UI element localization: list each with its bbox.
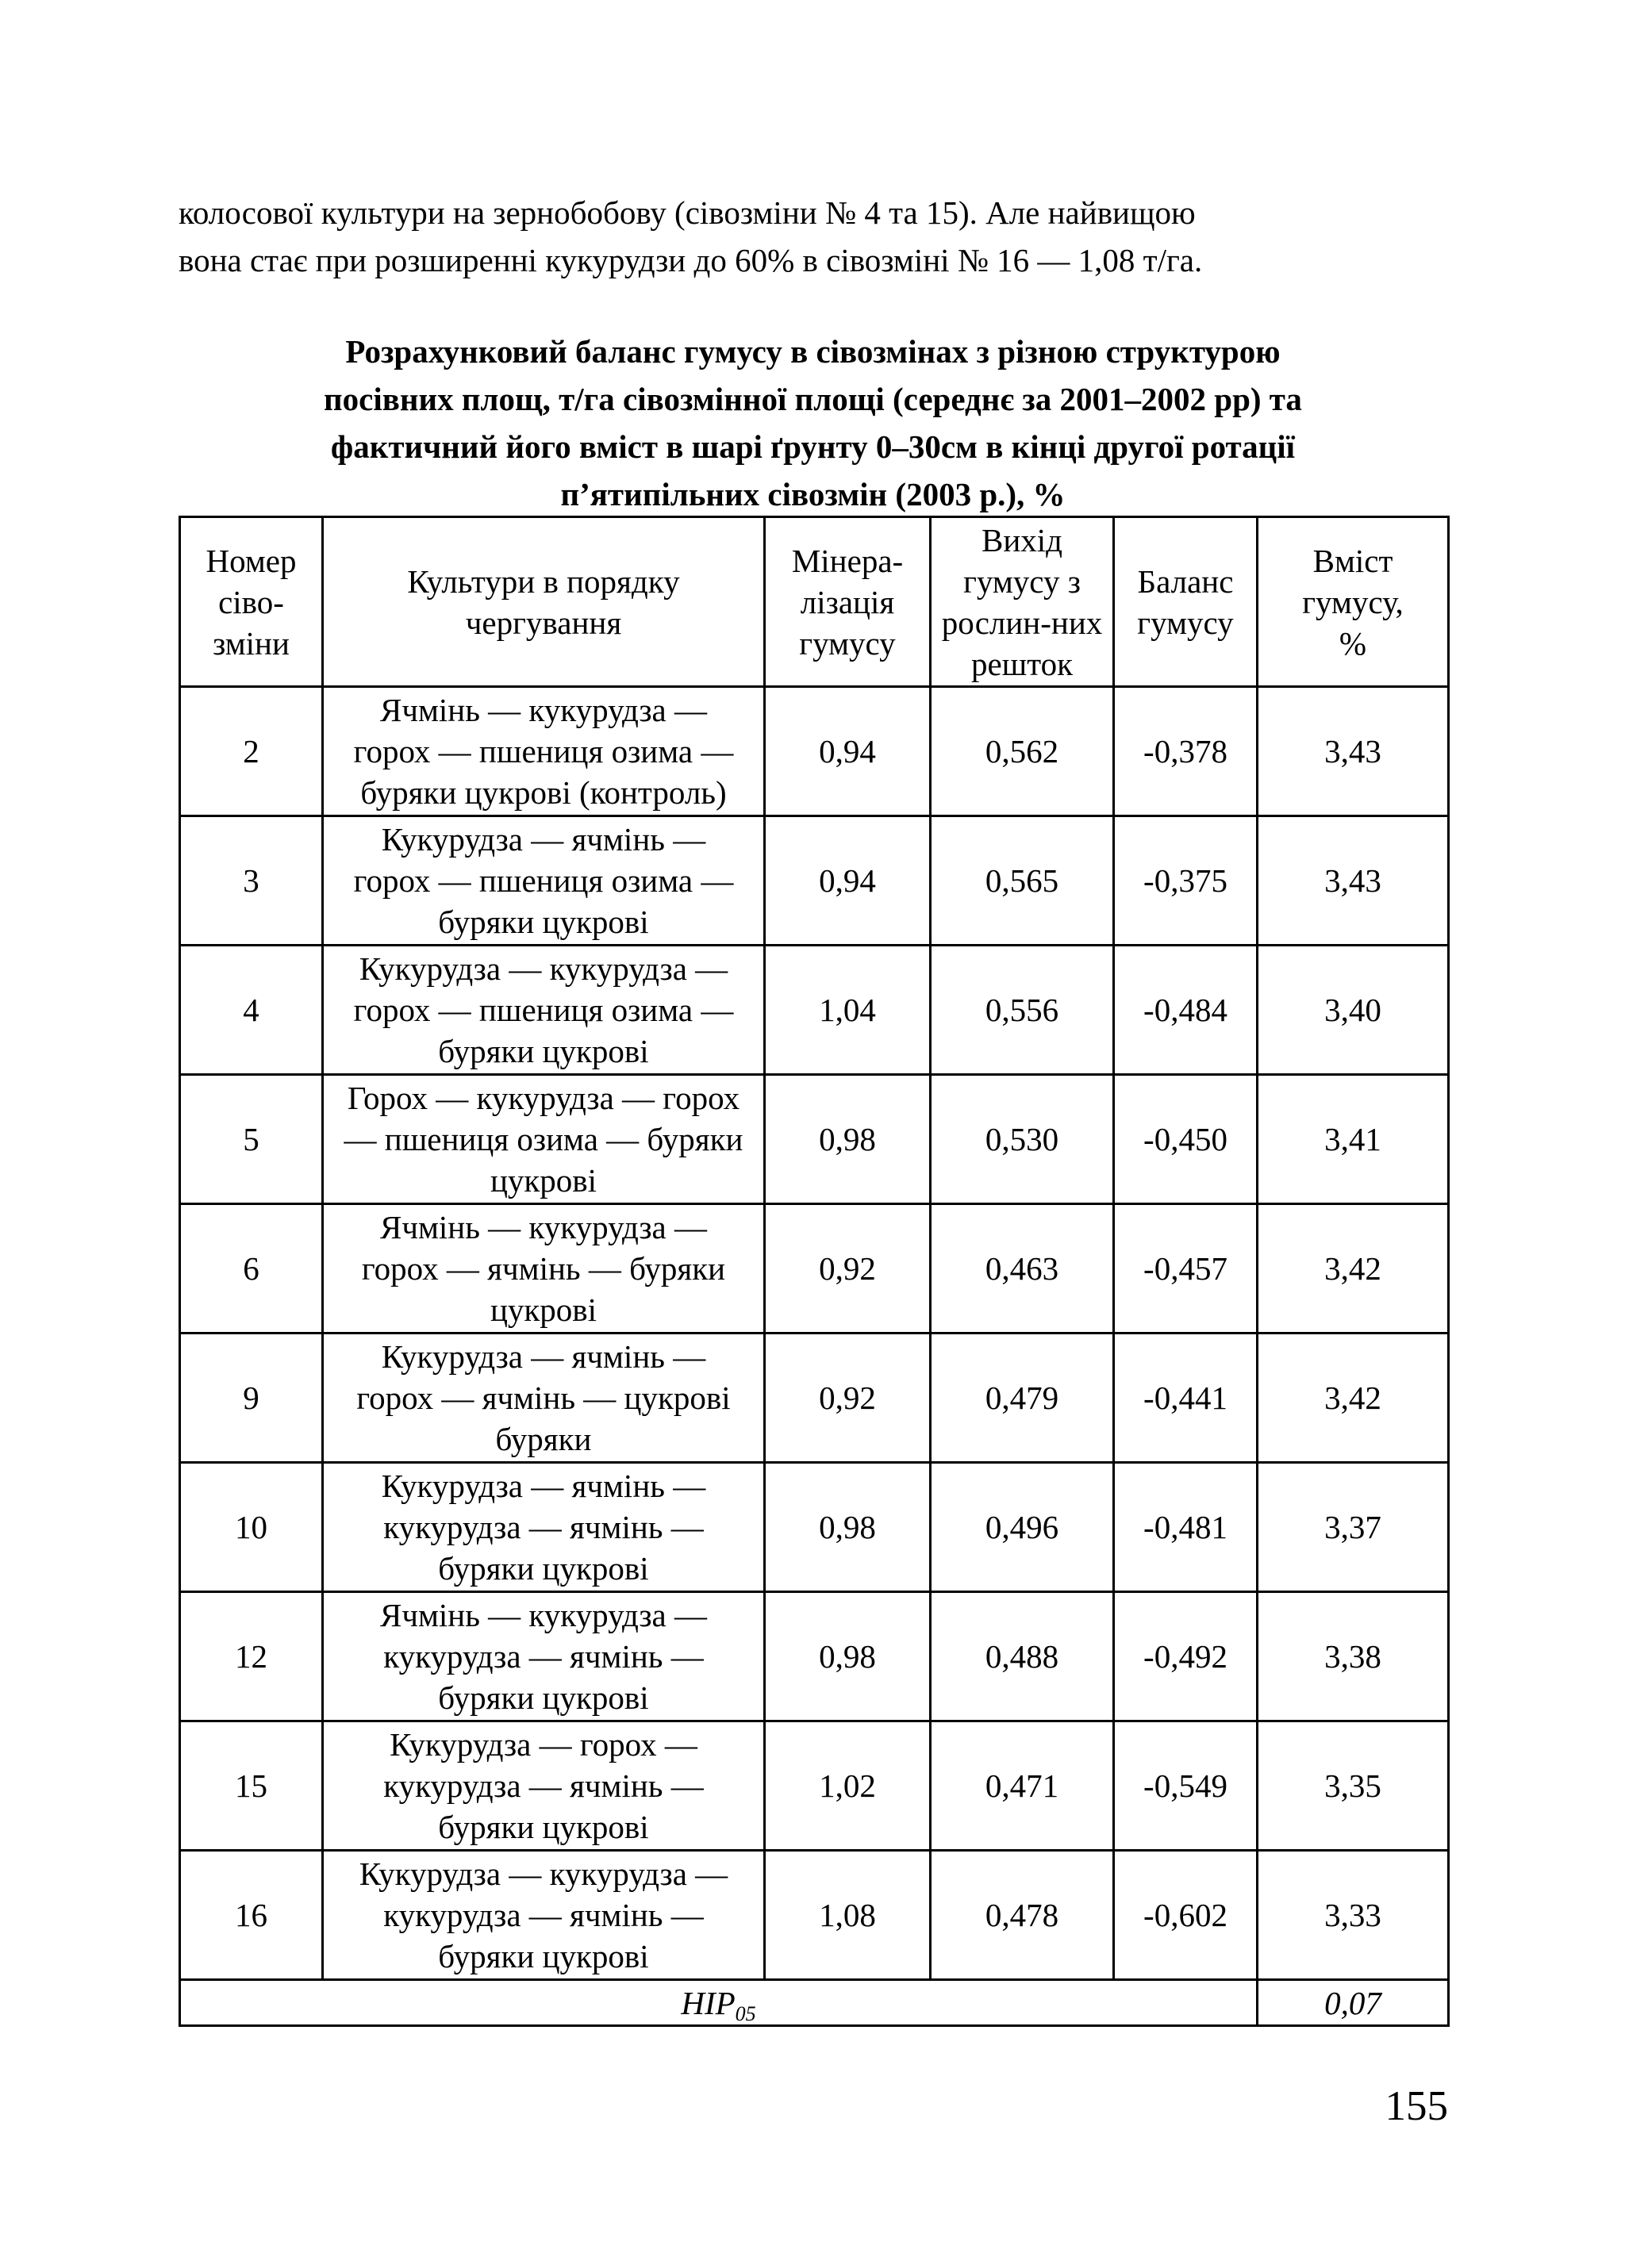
cell-balance: -0,375 <box>1114 816 1258 946</box>
crop-line: кукурудза — ячмінь — <box>383 1638 704 1675</box>
header-line: гумусу <box>799 624 896 662</box>
cell-number: 2 <box>180 687 323 816</box>
page-number: 155 <box>1385 2083 1448 2129</box>
table-row <box>180 1075 1449 1204</box>
cell-mineralization: 0,92 <box>765 1334 931 1463</box>
table-row <box>180 816 1449 946</box>
cell-balance: -0,602 <box>1114 1851 1258 1980</box>
crop-line: Ячмінь — кукурудза — <box>379 1209 707 1245</box>
crop-line: Горох — кукурудза — горох <box>347 1080 740 1116</box>
crop-line: буряки <box>495 1421 592 1457</box>
header-line: лізація <box>800 583 895 620</box>
humus-balance-table <box>179 516 1450 2027</box>
lsd-label-sub: 05 <box>735 2001 756 2025</box>
intro-line: колосової культури на зернобобову (сівозміни № 4 та 15). Але найвищою <box>179 194 1196 231</box>
table-row <box>180 1851 1449 1980</box>
cell-output: 0,530 <box>931 1075 1114 1204</box>
table-header-row <box>180 517 1449 687</box>
header-line: Мінера- <box>791 542 904 579</box>
header-line: сіво- <box>218 583 284 620</box>
cell-content: 3,43 <box>1258 816 1449 946</box>
cell-balance: -0,492 <box>1114 1592 1258 1721</box>
crop-line: цукрові <box>490 1291 597 1328</box>
cell-output: 0,488 <box>931 1592 1114 1721</box>
table-row <box>180 687 1449 816</box>
cell-output: 0,562 <box>931 687 1114 816</box>
table-row <box>180 1334 1449 1463</box>
crop-line: Кукурудза — кукурудза — <box>359 1855 728 1892</box>
header-output <box>931 517 1114 687</box>
table-row <box>180 1592 1449 1721</box>
crop-line: буряки цукрові <box>438 1938 649 1974</box>
crop-line: горох — пшениця озима — <box>353 733 734 769</box>
crop-line: горох — пшениця озима — <box>353 862 734 899</box>
intro-paragraph <box>179 189 1456 284</box>
caption-line: п’ятипільних сівозмін (2003 р.), % <box>560 476 1066 512</box>
header-line: % <box>1339 624 1367 662</box>
crop-line: кукурудза — ячмінь — <box>383 1897 704 1933</box>
intro-line: вона стає при розширенні кукурудзи до 60% в сівозміні № 16 — 1,08 т/га. <box>179 242 1203 278</box>
cell-mineralization: 1,08 <box>765 1851 931 1980</box>
table-row <box>180 1721 1449 1851</box>
cell-mineralization: 0,92 <box>765 1204 931 1334</box>
cell-crops <box>323 1463 765 1592</box>
cell-crops <box>323 687 765 816</box>
cell-balance: -0,481 <box>1114 1463 1258 1592</box>
header-line: гумусу <box>1137 604 1234 641</box>
lsd-value: 0,07 <box>1258 1980 1449 2026</box>
caption-line: Розрахунковий баланс гумусу в сівозмінах з різною структурою <box>345 333 1281 370</box>
table-body <box>180 687 1449 2026</box>
cell-content: 3,42 <box>1258 1334 1449 1463</box>
header-crops <box>323 517 765 687</box>
crop-line: Кукурудза — ячмінь — <box>381 821 706 858</box>
cell-mineralization: 0,98 <box>765 1463 931 1592</box>
cell-output: 0,479 <box>931 1334 1114 1463</box>
cell-content: 3,41 <box>1258 1075 1449 1204</box>
cell-number: 5 <box>180 1075 323 1204</box>
cell-output: 0,496 <box>931 1463 1114 1592</box>
cell-content: 3,33 <box>1258 1851 1449 1980</box>
cell-number: 16 <box>180 1851 323 1980</box>
cell-balance: -0,441 <box>1114 1334 1258 1463</box>
cell-number: 6 <box>180 1204 323 1334</box>
cell-content: 3,43 <box>1258 687 1449 816</box>
crop-line: буряки цукрові <box>438 1679 649 1716</box>
table-row <box>180 946 1449 1075</box>
header-line: рослин-них <box>941 604 1103 641</box>
cell-mineralization: 1,02 <box>765 1721 931 1851</box>
cell-output: 0,565 <box>931 816 1114 946</box>
cell-number: 3 <box>180 816 323 946</box>
header-line: чергування <box>465 604 622 641</box>
cell-balance: -0,457 <box>1114 1204 1258 1334</box>
header-content <box>1258 517 1449 687</box>
cell-balance: -0,450 <box>1114 1075 1258 1204</box>
crop-line: кукурудза — ячмінь — <box>383 1509 704 1545</box>
header-line: гумусу, <box>1302 583 1404 620</box>
cell-crops <box>323 946 765 1075</box>
cell-output: 0,478 <box>931 1851 1114 1980</box>
caption-line: фактичний його вміст в шарі ґрунту 0–30см в кінці другої ротації <box>330 428 1296 465</box>
cell-mineralization: 0,94 <box>765 816 931 946</box>
cell-number: 15 <box>180 1721 323 1851</box>
cell-mineralization: 1,04 <box>765 946 931 1075</box>
lsd-label-main: НІР <box>681 1984 736 2021</box>
table-row <box>180 1463 1449 1592</box>
cell-content: 3,37 <box>1258 1463 1449 1592</box>
crop-line: — пшениця озима — буряки <box>344 1121 743 1157</box>
cell-content: 3,42 <box>1258 1204 1449 1334</box>
crop-line: кукурудза — ячмінь — <box>383 1767 704 1804</box>
lsd-row <box>180 1980 1449 2026</box>
cell-content: 3,40 <box>1258 946 1449 1075</box>
cell-number: 10 <box>180 1463 323 1592</box>
cell-content: 3,35 <box>1258 1721 1449 1851</box>
crop-line: Кукурудза — ячмінь — <box>381 1338 706 1375</box>
header-balance <box>1114 517 1258 687</box>
cell-balance: -0,549 <box>1114 1721 1258 1851</box>
cell-mineralization: 0,94 <box>765 687 931 816</box>
cell-crops <box>323 816 765 946</box>
crop-line: Ячмінь — кукурудза — <box>379 692 707 728</box>
cell-crops <box>323 1075 765 1204</box>
crop-line: буряки цукрові <box>438 1809 649 1845</box>
cell-output: 0,463 <box>931 1204 1114 1334</box>
header-line: Номер <box>206 542 297 579</box>
crop-line: горох — пшениця озима — <box>353 992 734 1028</box>
table-row <box>180 1204 1449 1334</box>
cell-balance: -0,484 <box>1114 946 1258 1075</box>
cell-mineralization: 0,98 <box>765 1592 931 1721</box>
header-line: зміни <box>213 624 290 662</box>
crop-line: Кукурудза — горох — <box>390 1726 697 1763</box>
crop-line: буряки цукрові <box>438 1550 649 1587</box>
header-line: Культури в порядку <box>407 562 680 600</box>
cell-number: 12 <box>180 1592 323 1721</box>
crop-line: буряки цукрові (контроль) <box>360 774 727 811</box>
cell-crops <box>323 1592 765 1721</box>
cell-crops <box>323 1204 765 1334</box>
cell-content: 3,38 <box>1258 1592 1449 1721</box>
cell-number: 4 <box>180 946 323 1075</box>
crop-line: цукрові <box>490 1162 597 1199</box>
header-line: решток <box>970 645 1074 682</box>
table-caption <box>179 328 1447 518</box>
cell-mineralization: 0,98 <box>765 1075 931 1204</box>
crop-line: буряки цукрові <box>438 1033 649 1069</box>
crop-line: горох — ячмінь — буряки <box>361 1250 726 1287</box>
cell-crops <box>323 1721 765 1851</box>
caption-line: посівних площ, т/га сівозмінної площі (середнє за 2001–2002 рр) та <box>324 381 1302 417</box>
cell-number: 9 <box>180 1334 323 1463</box>
header-line: гумусу з <box>963 562 1081 600</box>
header-line: Вихід <box>981 521 1063 558</box>
header-mineralization <box>765 517 931 687</box>
crop-line: Ячмінь — кукурудза — <box>379 1597 707 1633</box>
crop-line: Кукурудза — ячмінь — <box>381 1468 706 1504</box>
header-line: Баланс <box>1137 562 1234 600</box>
cell-output: 0,471 <box>931 1721 1114 1851</box>
cell-output: 0,556 <box>931 946 1114 1075</box>
crop-line: горох — ячмінь — цукрові <box>356 1380 731 1416</box>
crop-line: Кукурудза — кукурудза — <box>359 950 728 987</box>
cell-crops <box>323 1334 765 1463</box>
cell-balance: -0,378 <box>1114 687 1258 816</box>
crop-line: буряки цукрові <box>438 904 649 940</box>
lsd-label <box>180 1980 1258 2026</box>
header-line: Вміст <box>1312 542 1393 579</box>
cell-crops <box>323 1851 765 1980</box>
header-number <box>180 517 323 687</box>
